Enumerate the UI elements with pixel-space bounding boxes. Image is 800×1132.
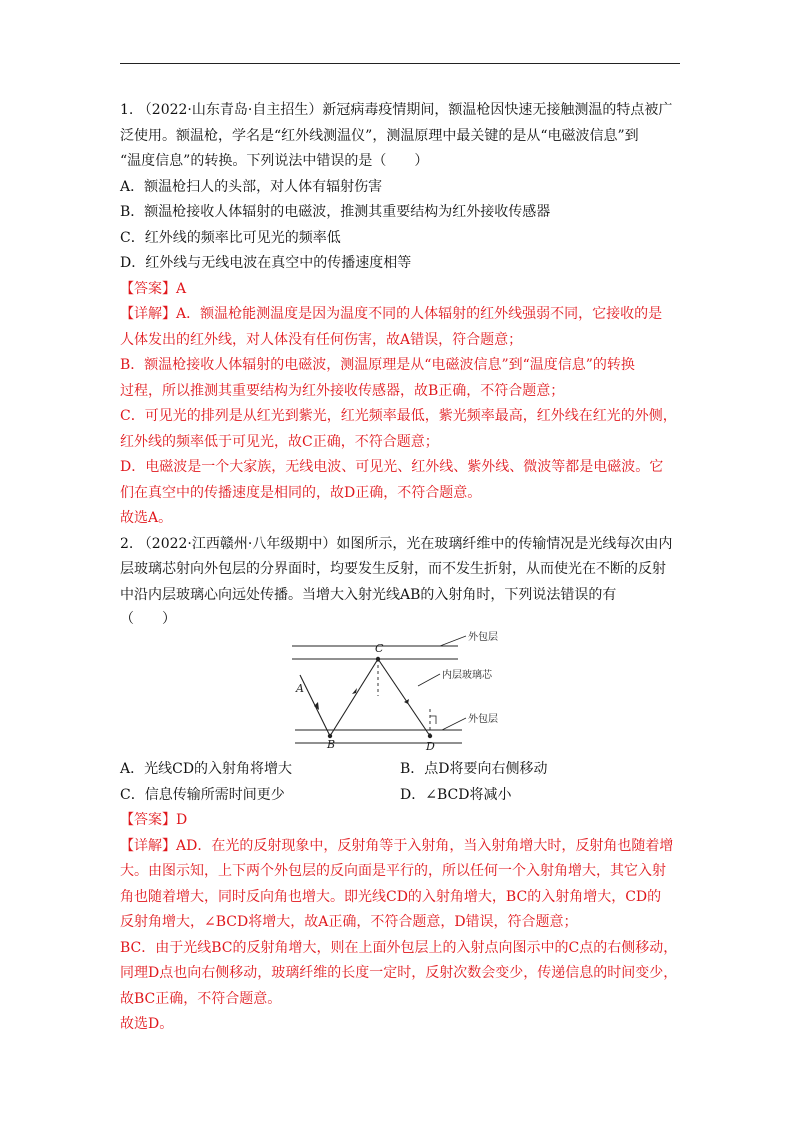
- q2-option-c: C．信息传输所需时间更少: [120, 787, 285, 803]
- ray-bc: [330, 659, 378, 736]
- q1-analysis-line-6: 红外线的频率低于可见光，故C正确，不符合题意；: [120, 434, 439, 450]
- q1-option-b: B．额温枪接收人体辐射的电磁波，推测其重要结构为红外接收传感器: [120, 204, 551, 220]
- label-point-a: A: [296, 682, 304, 695]
- point-d-dot: [428, 734, 432, 738]
- label-point-d: D: [426, 740, 435, 752]
- q2-option-a: A．光线CD的入射角将增大: [120, 761, 293, 777]
- fiber-optic-diagram: [290, 626, 530, 752]
- q2-analysis-line-3: 角也随着增大，同时反向角也增大。即光线CD的入射角增大，BC的入射角增大，CD的: [120, 889, 662, 905]
- q1-conclusion: 故选A。: [120, 510, 173, 526]
- q2-conclusion: 故选D。: [120, 1016, 174, 1032]
- q1-analysis-line-5: C．可见光的排列是从红光到紫光，红光频率最低，紫光频率最高，红外线在红光的外侧，: [120, 408, 677, 424]
- q2-analysis-line-7: 故BC正确，不符合题意。: [120, 991, 282, 1007]
- point-c-dot: [376, 657, 380, 661]
- q2-answer: 【答案】D: [120, 812, 188, 828]
- label-outer-top: 外包层: [468, 632, 498, 643]
- q2-analysis-line-6: 同理D点也向右侧移动，玻璃纤维的长度一定时，反射次数会变少，传递信息的时间变少，: [120, 965, 678, 981]
- q1-option-a: A．额温枪扫人的头部，对人体有辐射伤害: [120, 179, 383, 195]
- q1-option-d: D．红外线与无线电波在真空中的传播速度相等: [120, 255, 412, 271]
- leader-core: [418, 674, 440, 686]
- q2-option-b: B．点D将要向右侧移动: [400, 761, 548, 777]
- q2-analysis-line-2: 大。由图示知，上下两个外包层的反向面是平行的，所以任何一个入射角增大，其它入射: [120, 863, 666, 879]
- label-point-c: C: [375, 642, 384, 655]
- q1-analysis-line-7: D．电磁波是一个大家族，无线电波、可见光、红外线、紫外线、微波等都是电磁波。它: [120, 459, 664, 475]
- header-rule: [120, 63, 680, 64]
- q1-analysis-line-3: B．额温枪接收人体辐射的电磁波，测温原理是从“电磁波信息”到“温度信息”的转换: [120, 357, 635, 373]
- q1-analysis-line-4: 过程，所以推测其重要结构为红外接收传感器，故B正确，不符合题意；: [120, 383, 565, 399]
- q1-stem-line-3: “温度信息”的转换。下列说法中错误的是（ ）: [120, 153, 429, 169]
- q2-analysis-line-4: 反射角增大，∠BCD将增大，故A正确，不符合题意，D错误，符合题意；: [120, 914, 578, 930]
- label-core: 内层玻璃芯: [442, 670, 492, 681]
- leader-outer-top: [440, 636, 466, 646]
- q2-stem-line-4: （ ）: [120, 611, 176, 627]
- right-angle-mark: [430, 716, 436, 724]
- label-point-b: B: [327, 738, 336, 751]
- q1-stem-line-1: 1. （2022·山东青岛·自主招生）新冠病毒疫情期间，额温枪因快速无接触测温的特点被广: [120, 102, 673, 118]
- q2-stem-line-3: 中沿内层玻璃心向远处传播。当增大入射光线AB的入射角时，下列说法错误的有: [120, 587, 617, 603]
- q1-option-c: C．红外线的频率比可见光的频率低: [120, 230, 341, 246]
- label-outer-bottom: 外包层: [468, 714, 498, 725]
- ray-cd: [378, 659, 430, 736]
- q1-analysis-line-8: 们在真空中的传播速度是相同的，故D正确，不符合题意。: [120, 485, 482, 501]
- q2-analysis-line-5: BC．由于光线BC的反射角增大，则在上面外包层上的入射点向图示中的C点的右侧移动，: [120, 940, 678, 956]
- leader-outer-bottom: [442, 718, 466, 730]
- q2-analysis-line-1: 【详解】AD．在光的反射现象中，反射角等于入射角，当入射角增大时，反射角也随着增: [120, 838, 674, 854]
- q1-analysis-line-1: 【详解】A．额温枪能测温度是因为温度不同的人体辐射的红外线强弱不同，它接收的是: [120, 306, 663, 322]
- q1-answer: 【答案】A: [120, 281, 187, 297]
- q1-stem-line-2: 泛使用。额温枪，学名是“红外线测温仪”，测温原理中最关键的是从“电磁波信息”到: [120, 128, 639, 144]
- q2-stem-line-1: 2. （2022·江西赣州·八年级期中）如图所示，光在玻璃纤维中的传输情况是光线每次由内: [120, 536, 673, 552]
- q2-stem-line-2: 层玻璃芯射向外包层的分界面时，均要发生反射，而不发生折射，从而使光在不断的反射: [120, 561, 666, 577]
- q2-option-d: D．∠BCD将减小: [400, 787, 512, 803]
- q1-analysis-line-2: 人体发出的红外线，对人体没有任何伤害，故A错误，符合题意；: [120, 332, 523, 348]
